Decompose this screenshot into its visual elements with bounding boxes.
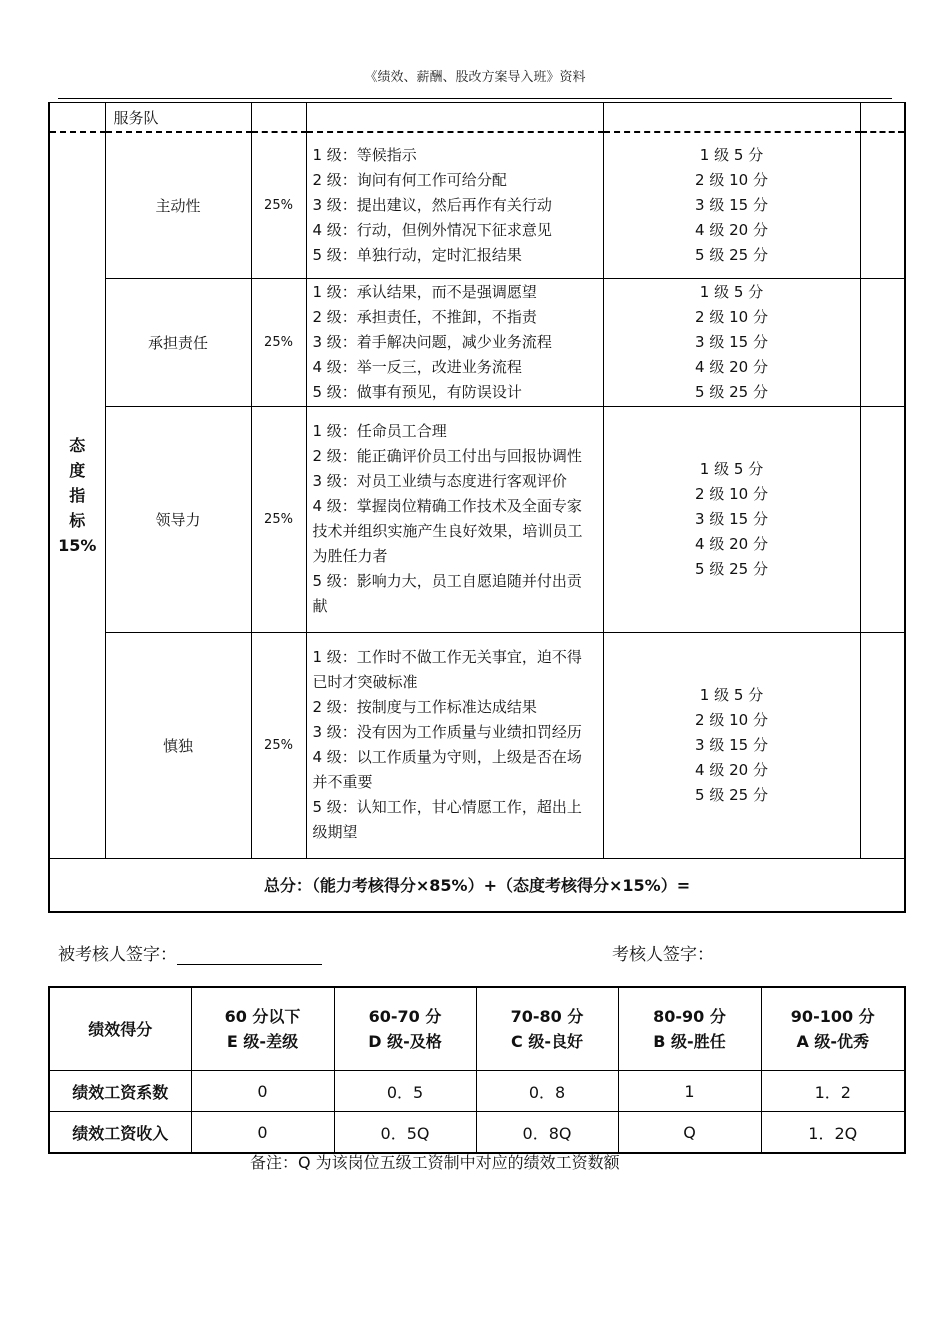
attitude-assessment-table — [48, 102, 906, 913]
item-name: 承担责任 — [105, 278, 251, 406]
item-levels — [306, 406, 603, 632]
category-char: 态 — [69, 435, 86, 455]
item-weight: 25% — [251, 632, 306, 858]
level-line: 4 级：以工作质量为守则，上级是否在场并不重要 — [312, 748, 582, 791]
header-divider — [58, 98, 892, 99]
score-line: 1 级 5 分 — [699, 145, 764, 164]
grade-column-header — [761, 987, 905, 1071]
score-line: 3 级 15 分 — [695, 509, 768, 528]
total-score-formula: 总分：（能力考核得分×85%）+（态度考核得分×15%）= — [49, 858, 905, 912]
level-line: 5 级：做事有预见，有防误设计 — [312, 382, 522, 401]
score-line: 5 级 25 分 — [695, 245, 768, 264]
item-result-cell — [860, 132, 905, 278]
grade-level: E 级-差级 — [226, 1032, 299, 1051]
grade-range: 70-80 分 — [510, 1007, 584, 1026]
table-cell: 0．8Q — [476, 1112, 618, 1154]
level-line: 2 级：能正确评价员工付出与回报协调性 — [312, 447, 582, 465]
attitude-row — [49, 632, 905, 858]
grade-column-header — [191, 987, 334, 1071]
level-line: 5 级：认知工作，甘心情愿工作，超出上级期望 — [312, 798, 582, 841]
total-score-row — [49, 858, 905, 912]
item-scores — [603, 632, 860, 858]
assessee-signature-blank — [177, 946, 322, 965]
grade-level: C 级-良好 — [511, 1032, 583, 1051]
grade-header-label: 绩效得分 — [49, 987, 191, 1071]
carry-category-cell — [49, 103, 105, 133]
score-line: 2 级 10 分 — [695, 484, 768, 503]
item-levels — [306, 132, 603, 278]
item-scores — [603, 406, 860, 632]
score-line: 5 级 25 分 — [695, 785, 768, 804]
row-label: 绩效工资系数 — [49, 1071, 191, 1112]
level-line: 3 级：着手解决问题，减少业务流程 — [312, 332, 552, 351]
level-line: 4 级：掌握岗位精确工作技术及全面专家技术并组织实施产生良好效果，培训员工为胜任力者 — [312, 497, 583, 565]
item-result-cell — [860, 278, 905, 406]
score-line: 4 级 20 分 — [695, 760, 768, 779]
score-line: 2 级 10 分 — [695, 710, 768, 729]
level-line: 1 级：任命员工合理 — [312, 422, 447, 440]
item-weight: 25% — [251, 278, 306, 406]
level-line: 2 级：按制度与工作标准达成结果 — [312, 698, 537, 716]
level-line: 2 级：询问有何工作可给分配 — [312, 170, 507, 189]
grade-column-header — [476, 987, 618, 1071]
item-levels — [306, 278, 603, 406]
item-scores — [603, 278, 860, 406]
level-line: 2 级：承担责任，不推卸，不指责 — [312, 307, 537, 326]
item-result-cell — [860, 632, 905, 858]
item-scores — [603, 132, 860, 278]
grade-column-header — [618, 987, 761, 1071]
level-line: 4 级：行动，但例外情况下征求意见 — [312, 220, 552, 239]
table-cell: 0．5Q — [334, 1112, 476, 1154]
level-line: 1 级：工作时不做工作无关事宜，迫不得已时才突破标准 — [312, 648, 582, 691]
category-char: 度 — [69, 460, 86, 480]
category-char: 指 — [69, 485, 86, 505]
grade-level: A 级-优秀 — [796, 1032, 870, 1051]
score-line: 2 级 10 分 — [695, 307, 768, 326]
grade-range: 60-70 分 — [368, 1007, 442, 1026]
score-line: 4 级 20 分 — [695, 534, 768, 553]
category-char: 标 — [69, 510, 86, 530]
item-name: 主动性 — [105, 132, 251, 278]
item-weight: 25% — [251, 406, 306, 632]
item-result-cell — [860, 406, 905, 632]
assessor-signature-label: 考核人签字： — [612, 945, 714, 965]
assessee-signature-label: 被考核人签字： — [58, 945, 177, 965]
level-line: 3 级：提出建议，然后再作有关行动 — [312, 195, 552, 214]
score-line: 3 级 15 分 — [695, 332, 768, 351]
carry-weight-cell — [251, 103, 306, 133]
attitude-row — [49, 406, 905, 632]
attitude-category-label — [49, 132, 105, 858]
score-line: 1 级 5 分 — [699, 459, 764, 478]
grade-range: 60 分以下 — [224, 1007, 301, 1026]
table-cell: 0 — [191, 1112, 334, 1154]
level-line: 1 级：承认结果，而不是强调愿望 — [312, 282, 537, 301]
grade-level: B 级-胜任 — [653, 1032, 726, 1051]
table-cell: 1．2 — [761, 1071, 905, 1112]
table-cell: 1．2Q — [761, 1112, 905, 1154]
attitude-row — [49, 132, 905, 278]
item-levels — [306, 632, 603, 858]
level-line: 5 级：影响力大，员工自愿追随并付出贡献 — [312, 572, 582, 615]
carry-score-cell — [603, 103, 860, 133]
score-line: 2 级 10 分 — [695, 170, 768, 189]
grade-level: D 级-及格 — [368, 1032, 442, 1051]
table-cell: 0 — [191, 1071, 334, 1112]
attitude-row — [49, 278, 905, 406]
income-row — [49, 1112, 905, 1154]
assessor-signature — [612, 940, 714, 965]
level-line: 5 级：单独行动，定时汇报结果 — [312, 245, 522, 264]
coefficient-row — [49, 1071, 905, 1112]
item-name: 领导力 — [105, 406, 251, 632]
grade-header-row — [49, 987, 905, 1071]
score-line: 1 级 5 分 — [699, 685, 764, 704]
footnote: 备注：Q 为该岗位五级工资制中对应的绩效工资数额 — [250, 1153, 620, 1172]
level-line: 1 级：等候指示 — [312, 145, 417, 164]
carry-result-cell — [860, 103, 905, 133]
score-line: 3 级 15 分 — [695, 735, 768, 754]
carry-item-label: 服务队 — [105, 103, 251, 133]
table-cell: 0．5 — [334, 1071, 476, 1112]
level-line: 3 级：对员工业绩与态度进行客观评价 — [312, 472, 567, 490]
grade-mapping-table — [48, 986, 906, 1154]
carry-over-row — [49, 103, 905, 133]
score-line: 4 级 20 分 — [695, 357, 768, 376]
grade-range: 80-90 分 — [653, 1007, 726, 1026]
level-line: 4 级：举一反三，改进业务流程 — [312, 357, 522, 376]
score-line: 5 级 25 分 — [695, 559, 768, 578]
grade-column-header — [334, 987, 476, 1071]
table-cell: 0．8 — [476, 1071, 618, 1112]
category-weight: 15% — [58, 535, 97, 555]
score-line: 3 级 15 分 — [695, 195, 768, 214]
carry-desc-cell — [306, 103, 603, 133]
assessee-signature — [58, 940, 322, 965]
score-line: 5 级 25 分 — [695, 382, 768, 401]
document-header-title: 《绩效、薪酬、股改方案导入班》资料 — [364, 70, 586, 85]
level-line: 3 级：没有因为工作质量与业绩扣罚经历 — [312, 723, 582, 741]
score-line: 1 级 5 分 — [699, 282, 764, 301]
grade-range: 90-100 分 — [790, 1007, 875, 1026]
table-cell: 1 — [618, 1071, 761, 1112]
score-line: 4 级 20 分 — [695, 220, 768, 239]
row-label: 绩效工资收入 — [49, 1112, 191, 1154]
item-weight: 25% — [251, 132, 306, 278]
table-cell: Q — [618, 1112, 761, 1154]
item-name: 慎独 — [105, 632, 251, 858]
